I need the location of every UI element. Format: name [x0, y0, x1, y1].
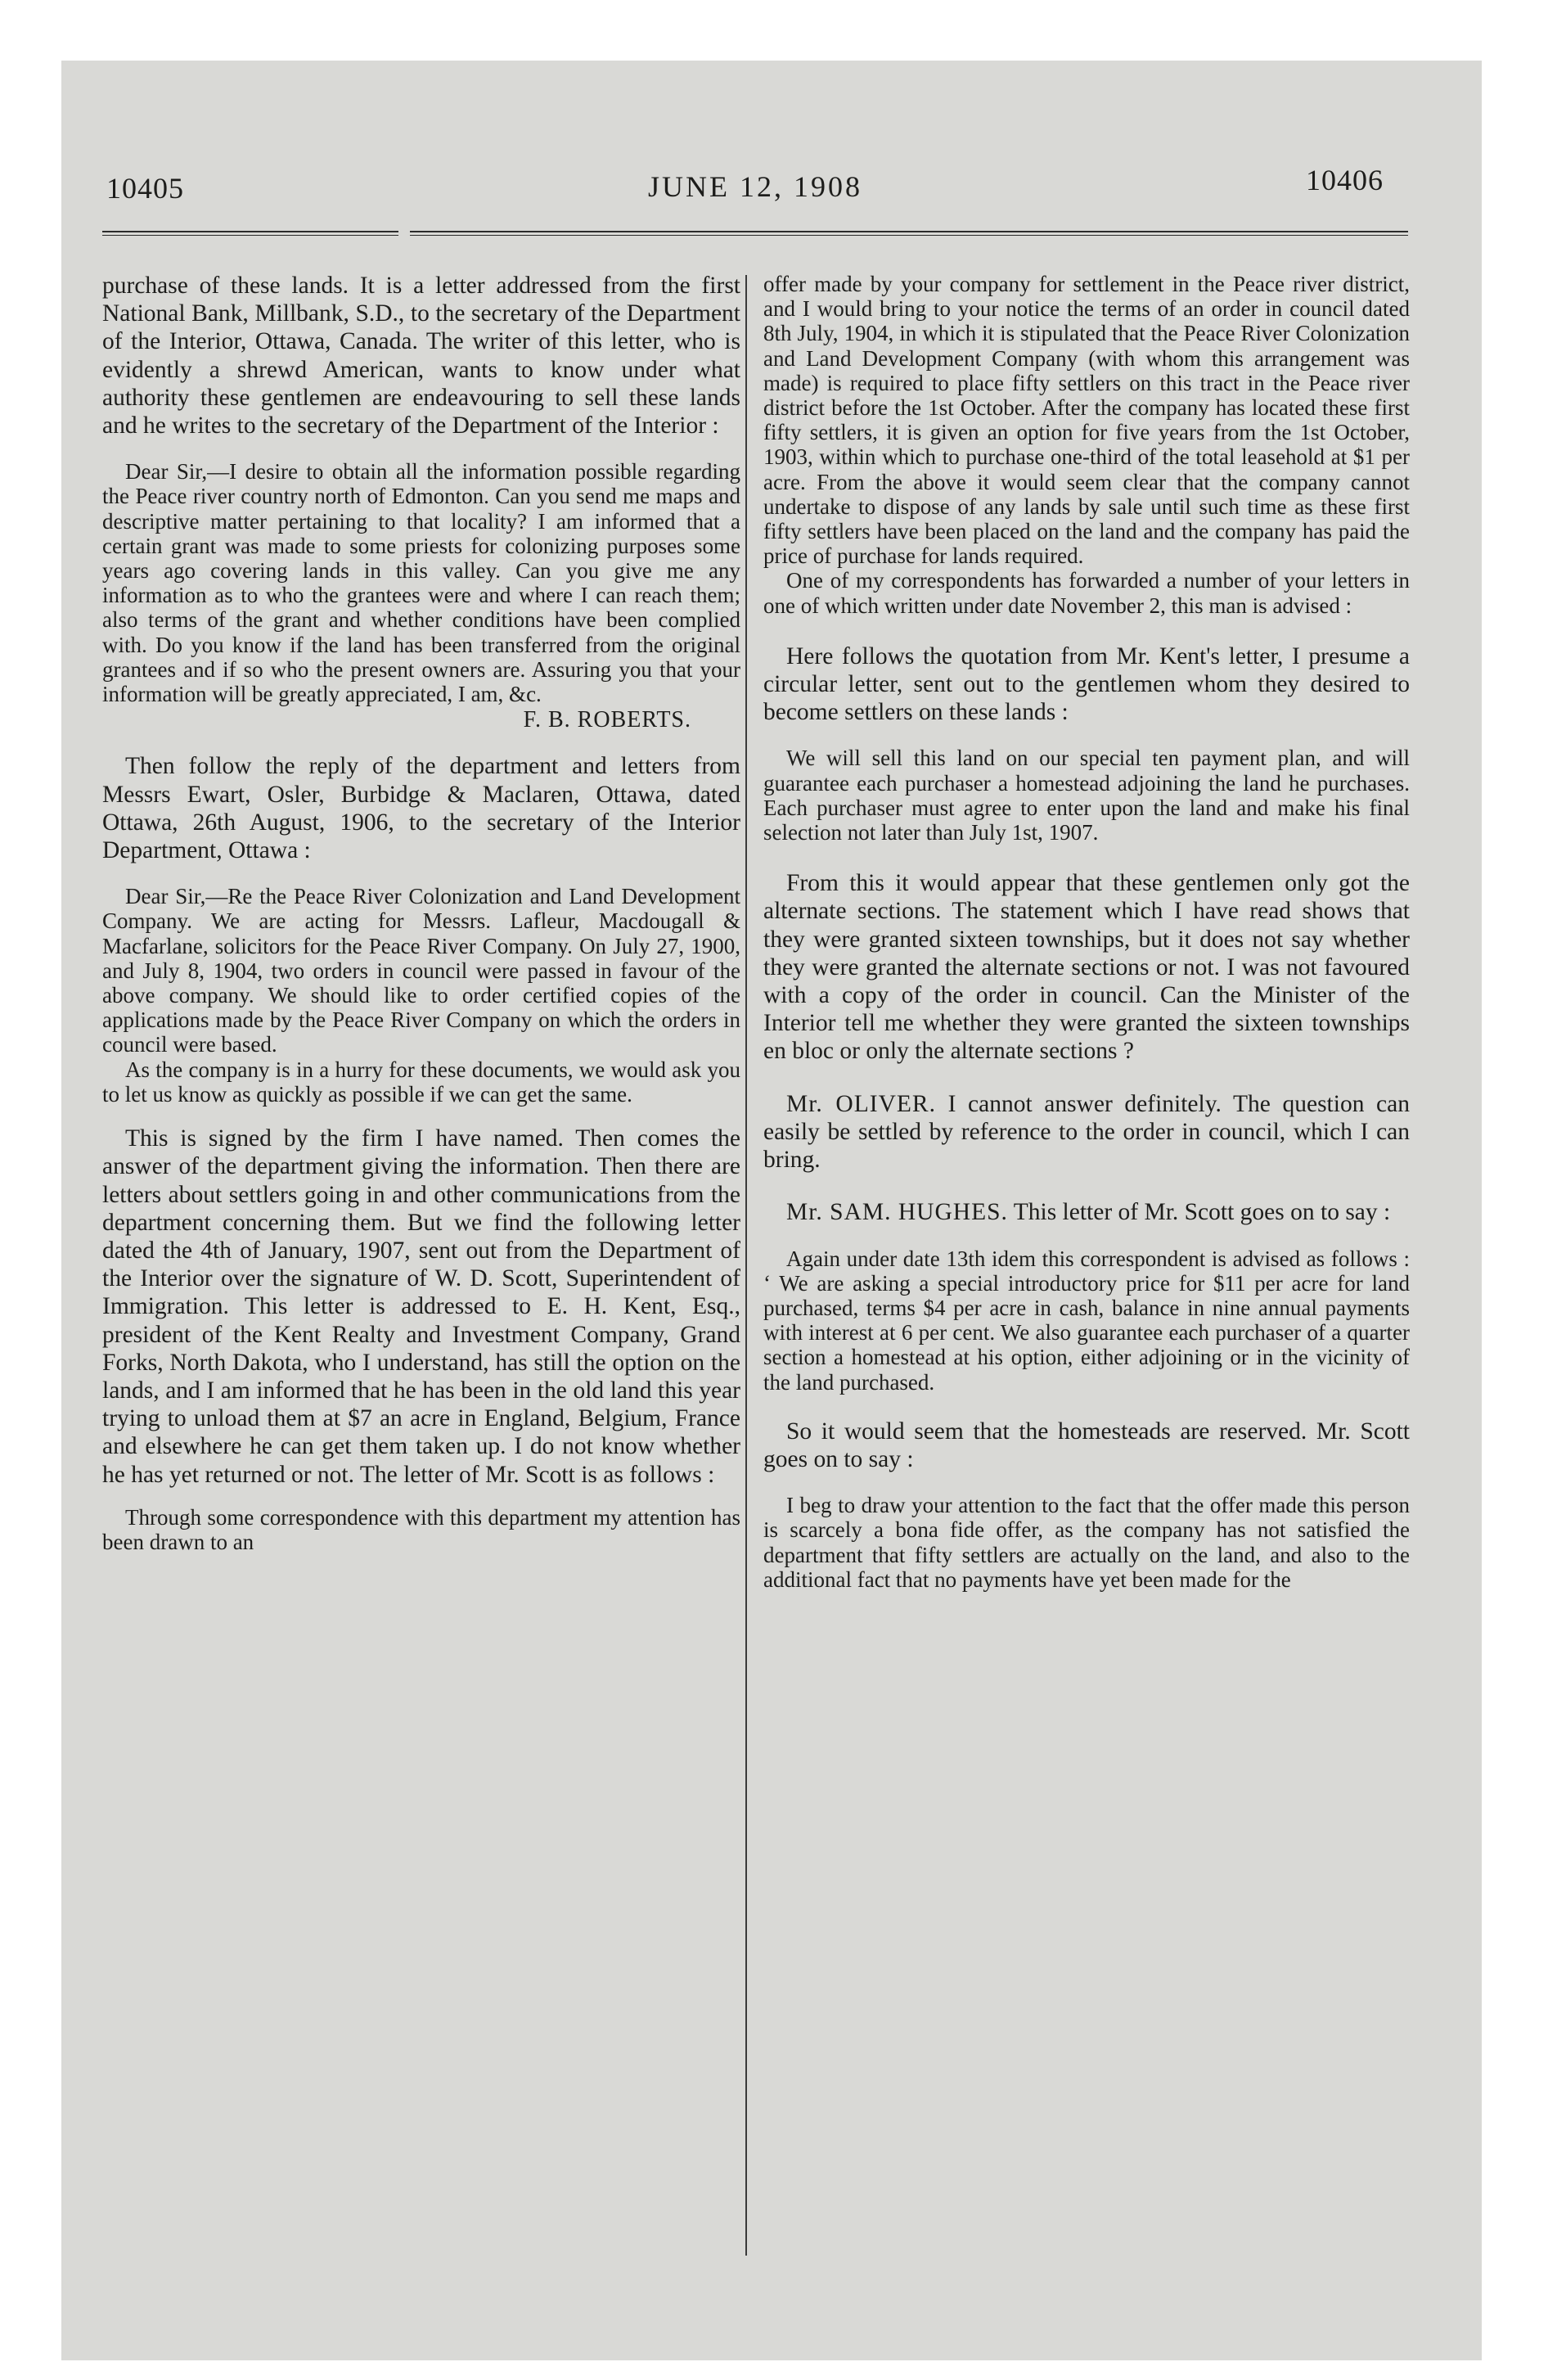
speech-text: This letter of Mr. Scott goes on to say : [1007, 1199, 1391, 1226]
column-divider [745, 275, 747, 2256]
quoted-letter: As the company is in a hurry for these documents, we would ask you to let us know as quickly as possible if we can get the same. [102, 1057, 740, 1107]
quoted-letter: Dear Sir,—Re the Peace River Colonization and Land Development Company. We are acting for Messrs. Lafleur, Macdougall & Macfarlane, solicitors for the Peace River Company. On July 27, 1900, and July 8, 1904, two orders in council were passed in favour of the above company. We should like to order certified copies of the applications made by the Peace River Company on which the orders in council were based. [102, 884, 740, 1057]
header-rule-right [410, 231, 1408, 236]
page-date-title: JUNE 12, 1908 [648, 170, 862, 203]
paragraph: Then follow the reply of the department and letters from Messrs Ewart, Osler, Burbidge & Maclaren, Ottawa, dated Ottawa, 26th August, 1906, to the secretary of the Interior Department, Ottawa : [102, 753, 740, 864]
header-rule-left [102, 231, 398, 236]
quoted-letter: Dear Sir,—I desire to obtain all the information possible regarding the Peace river country north of Edmonton. Can you send me maps and descriptive matter pertaining to that locality? I am informed that a certain grant was made to some priests for colonizing purposes some years ago covering lands in this valley. Can you give me any information as to who the grantees were and where I can reach them; also terms of the grant and whether conditions have been complied with. Do you know if the land has been transferred from the original grantees and if so who the present owners are. Assuring you that your information will be greatly appreciated, I am, &c. [102, 459, 740, 707]
page-header [61, 61, 1482, 224]
paragraph: Here follows the quotation from Mr. Kent's letter, I presume a circular letter, sent out to the gentlemen whom they desired to become settlers on these lands : [763, 642, 1410, 726]
speaker-name: Mr. OLIVER. [786, 1090, 936, 1117]
quoted-letter: One of my correspondents has forwarded a number of your letters in one of which written under date November 2, this man is advised : [763, 568, 1410, 618]
left-column [102, 272, 740, 1554]
quoted-letter: Again under date 13th idem this correspondent is advised as follows : ‘ We are asking a special introductory price for $11 per acre for land purchased, terms $4 per acre in cash, balance in nine annual payments with interest at 6 per cent. We also guarantee each purchaser of a quarter section a homestead at his option, either adjoining or in the vicinity of the land purchased. [763, 1246, 1410, 1395]
speech-text: I cannot answer definitely. The question can easily be settled by reference to the order in council, which I can bring. [763, 1090, 1410, 1174]
signature: F. B. ROBERTS. [523, 707, 691, 733]
page-number-left: 10405 [106, 172, 184, 205]
speaker-name: Mr. SAM. HUGHES. [786, 1199, 1008, 1226]
paragraph: So it would seem that the homesteads are reserved. Mr. Scott goes on to say : [763, 1418, 1410, 1472]
speech-hughes [763, 1198, 1410, 1226]
quoted-letter: We will sell this land on our special ten payment plan, and will guarantee each purchaser a homestead adjoining the land he purchases. Each purchaser must agree to enter upon the land and make his final selection not later than July 1st, 1907. [763, 746, 1410, 845]
quoted-letter: offer made by your company for settlement in the Peace river district, and I would bring to your notice the terms of an order in council dated 8th July, 1904, in which it is stipulated that the Peace River Colonization and Land Development Company (with whom this arrangement was made) is required to place fifty settlers on this tract in the Peace river district before the 1st October. After the company has located these first fifty settlers, it is given an option for five years from the 1st October, 1903, within which to purchase one-third of the total leasehold at $1 per acre. From the above it would seem clear that the company cannot undertake to dispose of any lands by sale until such time as these first fifty settlers have been placed on the land and the company has paid the price of purchase for lands required. [763, 272, 1410, 569]
right-column [763, 272, 1410, 1592]
page-number-right: 10406 [1306, 164, 1384, 196]
quoted-letter: Through some correspondence with this department my attention has been drawn to an [102, 1504, 740, 1554]
page-sheet [61, 61, 1482, 2360]
paragraph: From this it would appear that these gentlemen only got the alternate sections. The statement which I have read shows that they were granted sixteen townships, but it does not say whether they were granted the alternate sections or not. I was not favoured with a copy of the order in council. Can the Minister of the Interior tell me whether they were granted the sixteen townships en bloc or only the alternate sections ? [763, 870, 1410, 1065]
paragraph: This is signed by the firm I have named. Then comes the answer of the department giving the information. Then there are letters about settlers going in and other communications from the department concerning them. But we find the following letter dated the 4th of January, 1907, sent out from the Department of the Interior over the signature of W. D. Scott, Superintendent of Immigration. This letter is addressed to E. H. Kent, Esq., president of the Kent Realty and Investment Company, Grand Forks, North Dakota, who I understand, has still the option on the lands, and I am informed that he has been in the old land this year trying to unload them at $7 an acre in England, Belgium, France and elsewhere he can get them taken up. I do not know whether he has yet returned or not. The letter of Mr. Scott is as follows : [102, 1125, 740, 1488]
quoted-letter: I beg to draw your attention to the fact that the offer made this person is scarcely a bona fide offer, as the company has not satisfied the department that fifty settlers are actually on the land, and also to the additional fact that no payments have yet been made for the [763, 1493, 1410, 1592]
paragraph: purchase of these lands. It is a letter addressed from the first National Bank, Millbank, S.D., to the secretary of the Department of the Interior, Ottawa, Canada. The writer of this letter, who is evidently a shrewd American, wants to know under what authority these gentlemen are endeavouring to sell these lands and he writes to the secretary of the Department of the Interior : [102, 273, 740, 439]
speech-oliver [763, 1090, 1410, 1174]
